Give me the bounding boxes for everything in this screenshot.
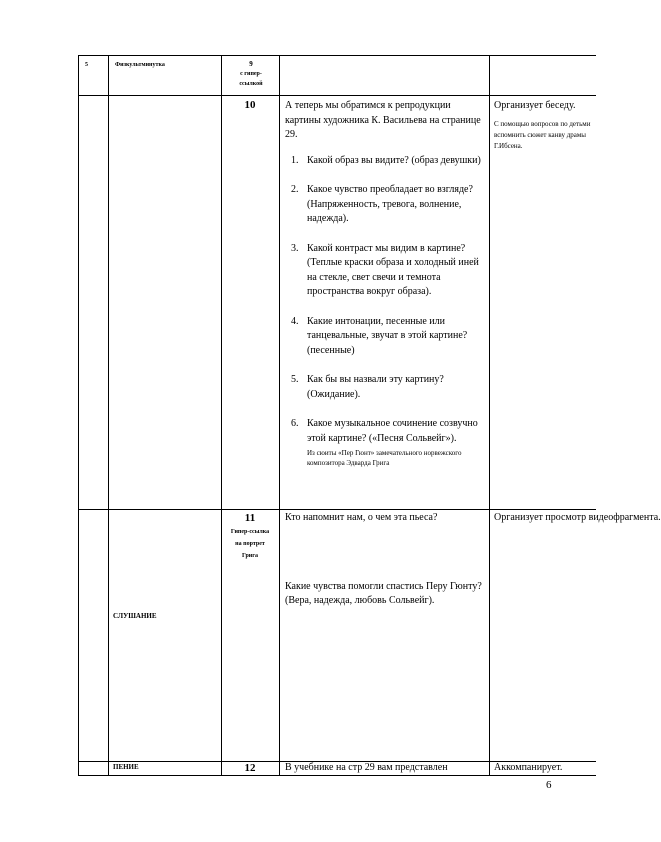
stage-name: ПЕНИЕ — [113, 763, 139, 771]
question-text: Кто напомнит нам, о чем эта пьеса? — [285, 512, 438, 523]
question-text: Как бы вы назвали эту картину? (Ожидание). — [307, 374, 444, 400]
question-list — [285, 154, 487, 447]
list-item — [285, 183, 487, 227]
column-divider — [279, 56, 280, 776]
composer-note: Из сюиты «Пер Гюнт» замечательного норвежского композитора Эдварда Грига — [307, 449, 462, 467]
slide-number — [221, 511, 279, 562]
list-number: 6. — [291, 418, 299, 429]
list-number: 2. — [291, 184, 299, 195]
column-divider — [108, 56, 109, 776]
slide-number — [223, 59, 279, 89]
question-text: Какие интонации, песенные или танцевальные, звучат в этой картине? (песенные) — [307, 315, 468, 356]
list-item — [285, 417, 487, 446]
row-divider — [79, 509, 596, 510]
question-text: Какие чувства помогли спастись Перу Гюнту? (Вера, надежда, любовь Сольвейг). — [285, 580, 482, 606]
page-number: 6 — [546, 779, 552, 791]
question-text: Какое музыкальное сочинение созвучно этой картине? («Песня Сольвейг»). — [307, 418, 478, 444]
question-text: Какой образ вы видите? (образ девушки) — [307, 154, 481, 166]
list-number: 3. — [291, 242, 299, 254]
list-item — [285, 315, 487, 359]
list-item — [285, 242, 487, 300]
lesson-content — [285, 511, 485, 609]
teacher-note: С помощью вопросов по детьми вспомнить сюжет канву драмы Г.Ибсена. — [494, 119, 591, 150]
list-number: 4. — [291, 315, 299, 327]
column-divider — [489, 56, 490, 776]
teacher-activity: Аккомпанирует. — [494, 762, 563, 773]
lesson-content: В учебнике на стр 29 вам представлен — [285, 762, 448, 773]
intro-text: А теперь мы обратимся к репродукции картины художника К. Васильева на странице 29. — [285, 100, 481, 140]
list-item — [285, 373, 487, 402]
lesson-content — [285, 99, 487, 468]
stage-number: 5 — [85, 62, 88, 68]
list-number: 1. — [291, 154, 299, 166]
lesson-plan-table — [78, 55, 661, 776]
teacher-activity — [494, 99, 604, 152]
stage-name: СЛУШАНИЕ — [113, 612, 157, 620]
teacher-action: Организует беседу. — [494, 100, 576, 111]
slide-number-value: 9 — [249, 60, 253, 68]
question-text: Какое чувство преобладает во взгляде? (Напряженность, тревога, волнение, надежда). — [307, 184, 473, 224]
row-divider — [79, 95, 596, 96]
slide-number: 12 — [244, 762, 256, 774]
list-item — [285, 154, 487, 169]
question-text: Какой контраст мы видим в картине? (Теплые краски образа и холодный иней на стекле, свет свечи и темнота пространства вокруг образа). — [307, 242, 479, 297]
slide-caption: Гипер-ссылка на портрет Грига — [230, 528, 270, 559]
stage-name: Физкультминутка — [115, 62, 165, 68]
teacher-activity: Организует просмотр видеофрагмента. — [494, 512, 661, 523]
slide-caption: с гипер-ссылкой — [239, 71, 263, 87]
slide-number-value: 11 — [244, 512, 256, 524]
list-number: 5. — [291, 374, 299, 385]
slide-number: 10 — [244, 99, 256, 111]
column-divider — [221, 56, 222, 776]
